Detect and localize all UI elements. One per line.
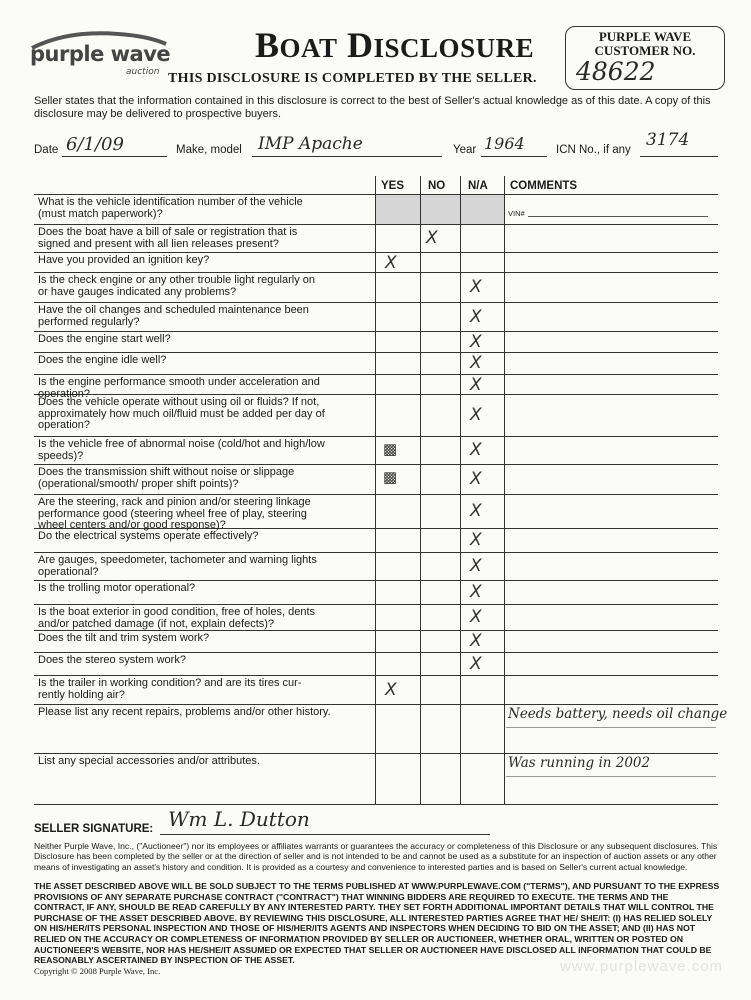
col-header-na: N/A: [468, 180, 488, 192]
checkmark-x[interactable]: X: [470, 653, 482, 674]
row-divider: [34, 675, 718, 676]
page-subtitle: THIS DISCLOSURE IS COMPLETED BY THE SELLER.: [168, 71, 537, 86]
checkmark-x[interactable]: X: [426, 228, 438, 248]
checkmark-x[interactable]: X: [385, 253, 397, 273]
row-divider: [34, 804, 718, 805]
copyright: Copyright © 2008 Purple Wave, Inc.: [34, 966, 161, 976]
vin-label: VIN#: [508, 209, 525, 218]
question-text: What is the vehicle identification number of the vehicle (must match paperwork)?: [38, 196, 303, 220]
row-divider: [34, 580, 718, 581]
row-divider: [34, 194, 718, 195]
row-divider: [34, 652, 718, 653]
checkmark-x[interactable]: X: [470, 607, 482, 627]
comment-line: [506, 776, 716, 777]
row-divider: [34, 552, 718, 553]
question-text: Does the transmission shift without noise or slippage (operational/smooth/ proper shift points)?: [38, 466, 295, 490]
checkmark-x[interactable]: X: [470, 440, 482, 460]
watermark-url: www.purplewave.com: [560, 958, 724, 975]
signature-label: SELLER SIGNATURE:: [34, 823, 154, 835]
checkmark-x[interactable]: X: [470, 582, 482, 602]
question-text: Is the engine performance smooth under acceleration and operation?: [38, 376, 320, 400]
year-label: Year: [453, 144, 477, 156]
row-divider: [34, 464, 718, 465]
icn-label: ICN No., if any: [556, 144, 631, 156]
checkmark-x[interactable]: X: [470, 277, 482, 297]
checkmark-x[interactable]: X: [470, 353, 482, 373]
disclosure-table: [34, 176, 728, 806]
row-divider: [34, 436, 718, 437]
make-model-label: Make, model: [176, 144, 242, 156]
row-divider: [34, 604, 718, 605]
shaded-cells: [376, 195, 504, 224]
question-text: Have the oil changes and scheduled maintenance been performed regularly?: [38, 304, 309, 328]
purple-wave-logo: [28, 28, 173, 88]
row-divider: [34, 302, 718, 303]
date-label: Date: [34, 144, 59, 156]
date-field[interactable]: 6/1/09: [66, 134, 124, 155]
col-header-comments: COMMENTS: [510, 180, 578, 192]
question-text: Do the electrical systems operate effectively?: [38, 530, 259, 542]
question-text: Is the check engine or any other trouble light regularly on or have gauges indicated any problems?: [38, 274, 315, 298]
logo-text: purple wave: [30, 42, 171, 66]
question-text: Is the trailer in working condition? and are its tires cur- rently holding air?: [38, 677, 302, 701]
customer-number-label: PURPLE WAVE CUSTOMER NO.: [594, 29, 696, 58]
col-header-yes: YES: [381, 180, 405, 192]
row-divider: [34, 374, 718, 375]
checkmark-x[interactable]: X: [470, 530, 482, 550]
question-text: Please list any recent repairs, problems and/or other history.: [38, 706, 331, 718]
scribble-mark-icon[interactable]: ▩: [383, 469, 398, 486]
terms-text: THE ASSET DESCRIBED ABOVE WILL BE SOLD SUBJECT TO THE TERMS PUBLISHED AT WWW.PURPLEWAVE.COM ("TERMS"), AND PURSUANT TO THE EXPRESS PROVISIONS OF ANY SEPARATE PURCHASE CONTRACT ("CONTRACT") THAT WINNING BIDDERS ARE REQUIRED TO EXECUTE. THE TERMS AND THE CONTRACT, IF ANY, SHOULD BE READ CAREFULLY BY ANY INTERESTED PARTY. THEY SET FORTH ADDITIONAL IMPORTANT DETAILS THAT WILL CONTROL THE PURCHASE OF THE ASSET DESCRIBED ABOVE. BY REVIEWING THIS DISCLOSURE, ALL INTERESTED PARTIES AGREE THAT HE/ SHE/IT: (I) HAS RELIED SOLELY ON HIS/HER/ITS PERSONAL INSPECTION AND THOSE OF HIS/HER/ITS AGENTS AND INSPECTORS WHEN DECIDING TO BID ON THE ASSET; AND (II) HAS NOT RELIED ON THE ACCURACY OR COMPLETENESS OF INFORMATION PROVIDED BY SELLER OR AUCTIONEER, WHETHER ORAL, WRITTEN OR POSTED ON AUCTIONEER'S WEBSITE, NOR HAS HE/SHE/IT ASSUMED OR EXPECTED THAT SELLER OR AUCTIONEER HAVE DISCLOSED ALL INFORMATION THAT COULD BE REASONABLY ASCERTAINED BY INSPECTION OF THE ASSET.: [34, 881, 720, 966]
row-divider: [34, 753, 718, 754]
checkmark-x[interactable]: X: [470, 332, 482, 352]
question-text: Does the vehicle operate without using oil or fluids? If not, approximately how much oil/fluid must be added per day of operation?: [38, 396, 325, 431]
scribble-mark-icon[interactable]: ▩: [383, 441, 398, 458]
checkmark-x[interactable]: X: [470, 375, 482, 395]
icn-field[interactable]: 3174: [646, 130, 690, 150]
comment-text[interactable]: Needs battery, needs oil change: [508, 706, 728, 722]
logo-subtext: auction: [126, 67, 160, 77]
column-divider: [504, 176, 505, 804]
make-model-field[interactable]: IMP Apache: [258, 134, 363, 154]
checkmark-x[interactable]: X: [470, 306, 482, 327]
question-text: Are the steering, rack and pinion and/or steering linkage performance good (steering wheel free of play, steering wheel centers and/or good response)?: [38, 496, 311, 531]
question-text: Does the engine start well?: [38, 333, 171, 345]
question-text: Are gauges, speedometer, tachometer and warning lights operational?: [38, 554, 317, 578]
column-divider: [460, 176, 461, 804]
row-divider: [34, 331, 718, 332]
question-text: Does the engine idle well?: [38, 354, 167, 366]
question-text: Does the tilt and trim system work?: [38, 632, 210, 644]
row-divider: [34, 252, 718, 253]
checkmark-x[interactable]: X: [470, 631, 482, 651]
checkmark-x[interactable]: X: [470, 556, 482, 576]
row-divider: [34, 272, 718, 273]
comment-text[interactable]: Was running in 2002: [508, 755, 651, 771]
comment-line: [506, 727, 716, 728]
customer-number-box: [565, 26, 725, 90]
checkmark-x[interactable]: X: [385, 679, 397, 700]
year-field[interactable]: 1964: [484, 134, 525, 153]
question-text: Does the boat have a bill of sale or registration that is signed and present with all lien releases present?: [38, 226, 298, 250]
row-divider: [34, 224, 718, 225]
question-text: Have you provided an ignition key?: [38, 254, 210, 266]
page-title: BOAT DISCLOSURE: [255, 25, 535, 65]
row-divider: [34, 352, 718, 353]
checkmark-x[interactable]: X: [470, 501, 482, 521]
col-header-no: NO: [428, 180, 446, 192]
question-text: Is the vehicle free of abnormal noise (cold/hot and high/low speeds)?: [38, 438, 325, 462]
question-text: Is the boat exterior in good condition, free of holes, dents and/or patched damage (if not, explain defects)?: [38, 606, 316, 630]
checkmark-x[interactable]: X: [470, 405, 482, 425]
question-text: Does the stereo system work?: [38, 654, 186, 666]
customer-number-value[interactable]: 48622: [576, 57, 656, 86]
vin-input-line[interactable]: [528, 216, 708, 217]
question-text: List any special accessories and/or attributes.: [38, 755, 260, 767]
disclaimer-text: Neither Purple Wave, Inc., ("Auctioneer") nor its employees or affiliates warrants or guarantees the accuracy or completeness of this Disclosure or any subsequent disclosures. This Disclosure has been completed by the seller or at the direction of seller and is not intended to be and cannot be used as a substitute for an inspection of auction assets or any other means of investigating an asset's history and condition. It is provided as a courtesy and convenience to interested parties and is based on Seller's current actual knowledge.: [34, 841, 718, 872]
checkmark-x[interactable]: X: [470, 469, 482, 489]
row-divider: [34, 494, 718, 495]
seller-signature[interactable]: Wm L. Dutton: [168, 807, 310, 831]
question-text: Is the trolling motor operational?: [38, 582, 196, 594]
column-divider: [420, 176, 421, 804]
row-divider: [34, 630, 718, 631]
column-divider: [375, 176, 376, 804]
intro-statement: Seller states that the information contained in this disclosure is correct to the best of Seller's actual knowledge as of this date. A copy of this disclosure may be delivered to prospective buyers.: [34, 95, 711, 120]
row-divider: [34, 704, 718, 705]
